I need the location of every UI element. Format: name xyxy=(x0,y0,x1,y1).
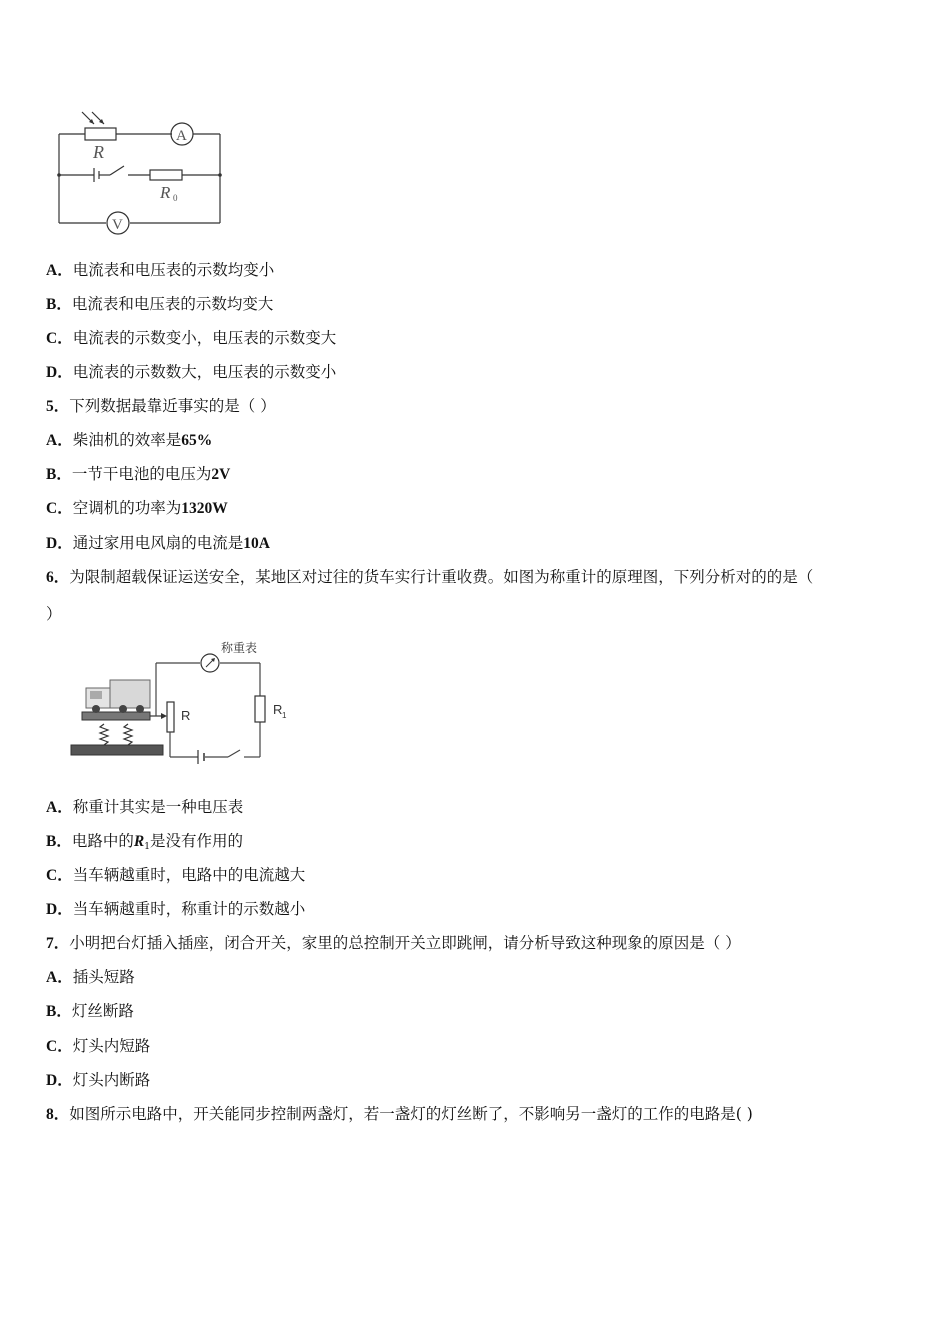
q6-stem-line2: ） xyxy=(46,605,62,623)
q7-option-a: A．插头短路 xyxy=(46,968,135,986)
q4-option-c: C．电流表的示数变小，电压表的示数变大 xyxy=(46,329,337,347)
photoresistor-symbol xyxy=(85,128,116,140)
q6-option-b: B．电路中的$R_1$是没有作用的 xyxy=(46,832,243,852)
r1-resistor-symbol xyxy=(255,696,265,722)
r1-subscript: 1 xyxy=(282,711,287,720)
spring-right xyxy=(124,724,132,745)
q6-option-c: C．当车辆越重时，电路中的电流越大 xyxy=(46,866,306,884)
circuit-figure-1 xyxy=(50,108,230,238)
q6-option-d: D．当车辆越重时，称重计的示数越小 xyxy=(46,900,306,918)
spring-left xyxy=(100,724,108,745)
r0-label: R xyxy=(160,183,171,202)
q8-stem: 8．如图所示电路中，开关能同步控制两盏灯，若一盏灯的灯丝断了，不影响另一盏灯的工作的电路是( ) xyxy=(46,1105,753,1123)
q7-stem: 7．小明把台灯插入插座，闭合开关，家里的总控制开关立即跳闸，请分析导致这种现象的原因是（ ） xyxy=(46,934,741,952)
q7-option-c: C．灯头内短路 xyxy=(46,1037,151,1055)
q5-stem: 5．下列数据最靠近事实的是（ ） xyxy=(46,397,276,415)
rheostat-symbol xyxy=(167,702,174,732)
voltmeter-label: V xyxy=(112,217,123,233)
truck-icon xyxy=(86,680,150,713)
photoresistor-label: R xyxy=(93,142,104,162)
r0-resistor-symbol xyxy=(150,170,182,180)
q6-option-a: A．称重计其实是一种电压表 xyxy=(46,798,244,816)
r0-subscript: 0 xyxy=(173,193,178,203)
ammeter-label: A xyxy=(176,128,187,144)
weighing-plate xyxy=(82,712,150,720)
q7-option-d: D．灯头内断路 xyxy=(46,1071,151,1089)
q4-option-d: D．电流表的示数数大，电压表的示数变小 xyxy=(46,363,337,381)
weighing-circuit-figure xyxy=(68,636,298,766)
q5-option-a: A．柴油机的效率是65% xyxy=(46,431,213,449)
q6-stem-line1: 6．为限制超载保证运送安全，某地区对过往的货车实行计重收费。如图为称重计的原理图，下列分析对的的是（ xyxy=(46,568,814,586)
q7-option-b: B．灯丝断路 xyxy=(46,1002,134,1020)
q5-option-d: D．通过家用电风扇的电流是10A xyxy=(46,534,270,552)
q5-option-c: C．空调机的功率为1320W xyxy=(46,499,228,517)
rheostat-label: R xyxy=(181,708,191,723)
q4-option-b: B．电流表和电压表的示数均变大 xyxy=(46,295,274,313)
r1-label: R xyxy=(273,702,283,717)
weighing-meter-label: 称重表 xyxy=(221,641,258,655)
q4-option-a: A．电流表和电压表的示数均变小 xyxy=(46,261,275,279)
q5-option-b: B．一节干电池的电压为2V xyxy=(46,465,231,483)
ground-base xyxy=(71,745,163,755)
